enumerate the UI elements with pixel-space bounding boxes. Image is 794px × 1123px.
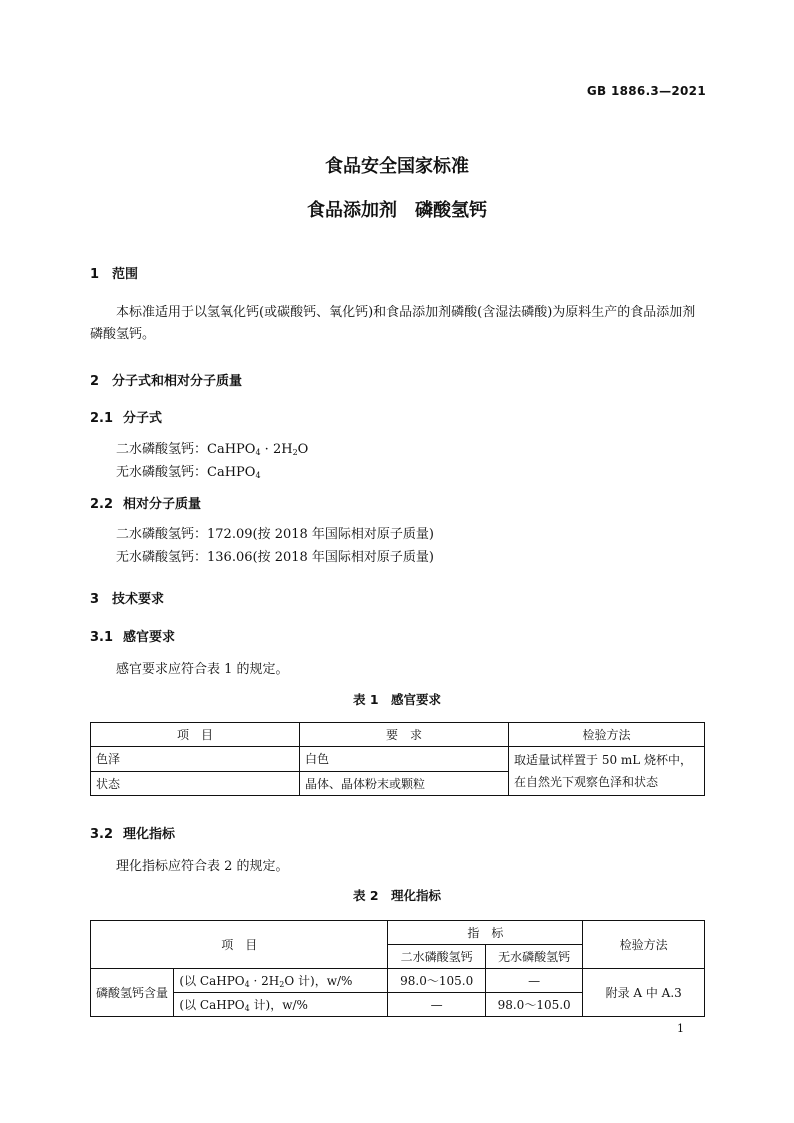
table-cell-value: 98.0～105.0: [388, 969, 485, 993]
section-3-2-body: 理化指标应符合表 2 的规定。: [116, 859, 289, 874]
section-title: 理化指标: [123, 827, 176, 842]
table-header-cell: 指 标: [388, 921, 583, 945]
document-title: 食品安全国家标准: [325, 156, 469, 177]
section-number: 3.1: [90, 630, 114, 645]
section-3-1-body: 感官要求应符合表 1 的规定。: [116, 662, 289, 677]
table-header-cell: 无水磷酸氢钙: [485, 945, 582, 969]
mass-dihydrate: 二水磷酸氢钙：172.09(按 2018 年国际相对原子质量): [116, 527, 434, 542]
table-header-cell: 检验方法: [583, 921, 705, 969]
section-number: 3.2: [90, 827, 114, 842]
section-title: 技术要求: [112, 592, 165, 607]
table-cell-value: 98.0～105.0: [485, 993, 582, 1017]
page-number: 1: [677, 1022, 684, 1035]
table-cell-requirement: 晶体、晶体粉末或颗粒: [300, 771, 509, 796]
formula-anhydrous: 无水磷酸氢钙：CaHPO$_4$: [116, 465, 261, 480]
table-cell-value: —: [485, 969, 582, 993]
table-header-cell: 二水磷酸氢钙: [388, 945, 485, 969]
table-1-caption: 表 1 感官要求: [352, 692, 442, 707]
section-title: 感官要求: [123, 630, 176, 645]
table-2-caption: 表 2 理化指标: [352, 888, 442, 903]
document-subtitle: 食品添加剂 磷酸氢钙: [307, 200, 487, 221]
section-title: 范围: [112, 267, 139, 282]
table-row: [91, 747, 705, 772]
table-cell-method: 取适量试样置于 50 mL 烧杯中，在自然光下观察色泽和状态: [509, 747, 705, 796]
section-3-heading: [90, 588, 164, 607]
section-number: 3: [90, 592, 100, 607]
table-1: [90, 722, 705, 796]
table-row: [91, 969, 705, 993]
table-header-cell: 项 目: [91, 723, 300, 747]
table-header-cell: 检验方法: [509, 723, 705, 747]
section-2-heading: [90, 370, 242, 389]
section-1-body: 本标准适用于以氢氧化钙(或碳酸钙、氧化钙)和食品添加剂磷酸(含湿法磷酸)为原料生产的食品添加剂磷酸氢钙。: [90, 305, 696, 342]
section-number: 2.2: [90, 497, 114, 512]
section-number: 1: [90, 267, 100, 282]
section-title: 分子式: [123, 411, 163, 426]
section-title: 分子式和相对分子质量: [112, 374, 243, 389]
section-1-heading: [90, 263, 138, 282]
table-cell-basis: (以 CaHPO$_4$ 计)，w/%: [174, 993, 388, 1017]
section-title: 相对分子质量: [123, 497, 202, 512]
table-header-row: [91, 921, 705, 945]
table-header-cell: 要 求: [300, 723, 509, 747]
standard-number: GB 1886.3—2021: [586, 84, 706, 98]
section-2-1-heading: [90, 407, 162, 426]
table-header-cell: 项 目: [91, 921, 388, 969]
section-number: 2: [90, 374, 100, 389]
section-2-2-heading: [90, 493, 201, 512]
table-cell-basis: (以 CaHPO$_4$ · $2H_2O$ 计)，w/%: [174, 969, 388, 993]
formula-dihydrate: 二水磷酸氢钙：CaHPO$_4$ · $2H_2O$: [116, 442, 309, 457]
table-cell-method: 附录 A 中 A.3: [583, 969, 705, 1017]
section-3-2-heading: [90, 823, 175, 842]
table-2: [90, 920, 705, 1017]
table-cell-value: —: [388, 993, 485, 1017]
section-3-1-heading: [90, 626, 175, 645]
table-cell-item: 状态: [91, 771, 300, 796]
table-cell-group: 磷酸氢钙含量: [91, 969, 174, 1017]
mass-anhydrous: 无水磷酸氢钙：136.06(按 2018 年国际相对原子质量): [116, 550, 434, 565]
section-number: 2.1: [90, 411, 114, 426]
table-cell-requirement: 白色: [300, 747, 509, 772]
table-cell-item: 色泽: [91, 747, 300, 772]
table-header-row: [91, 723, 705, 747]
